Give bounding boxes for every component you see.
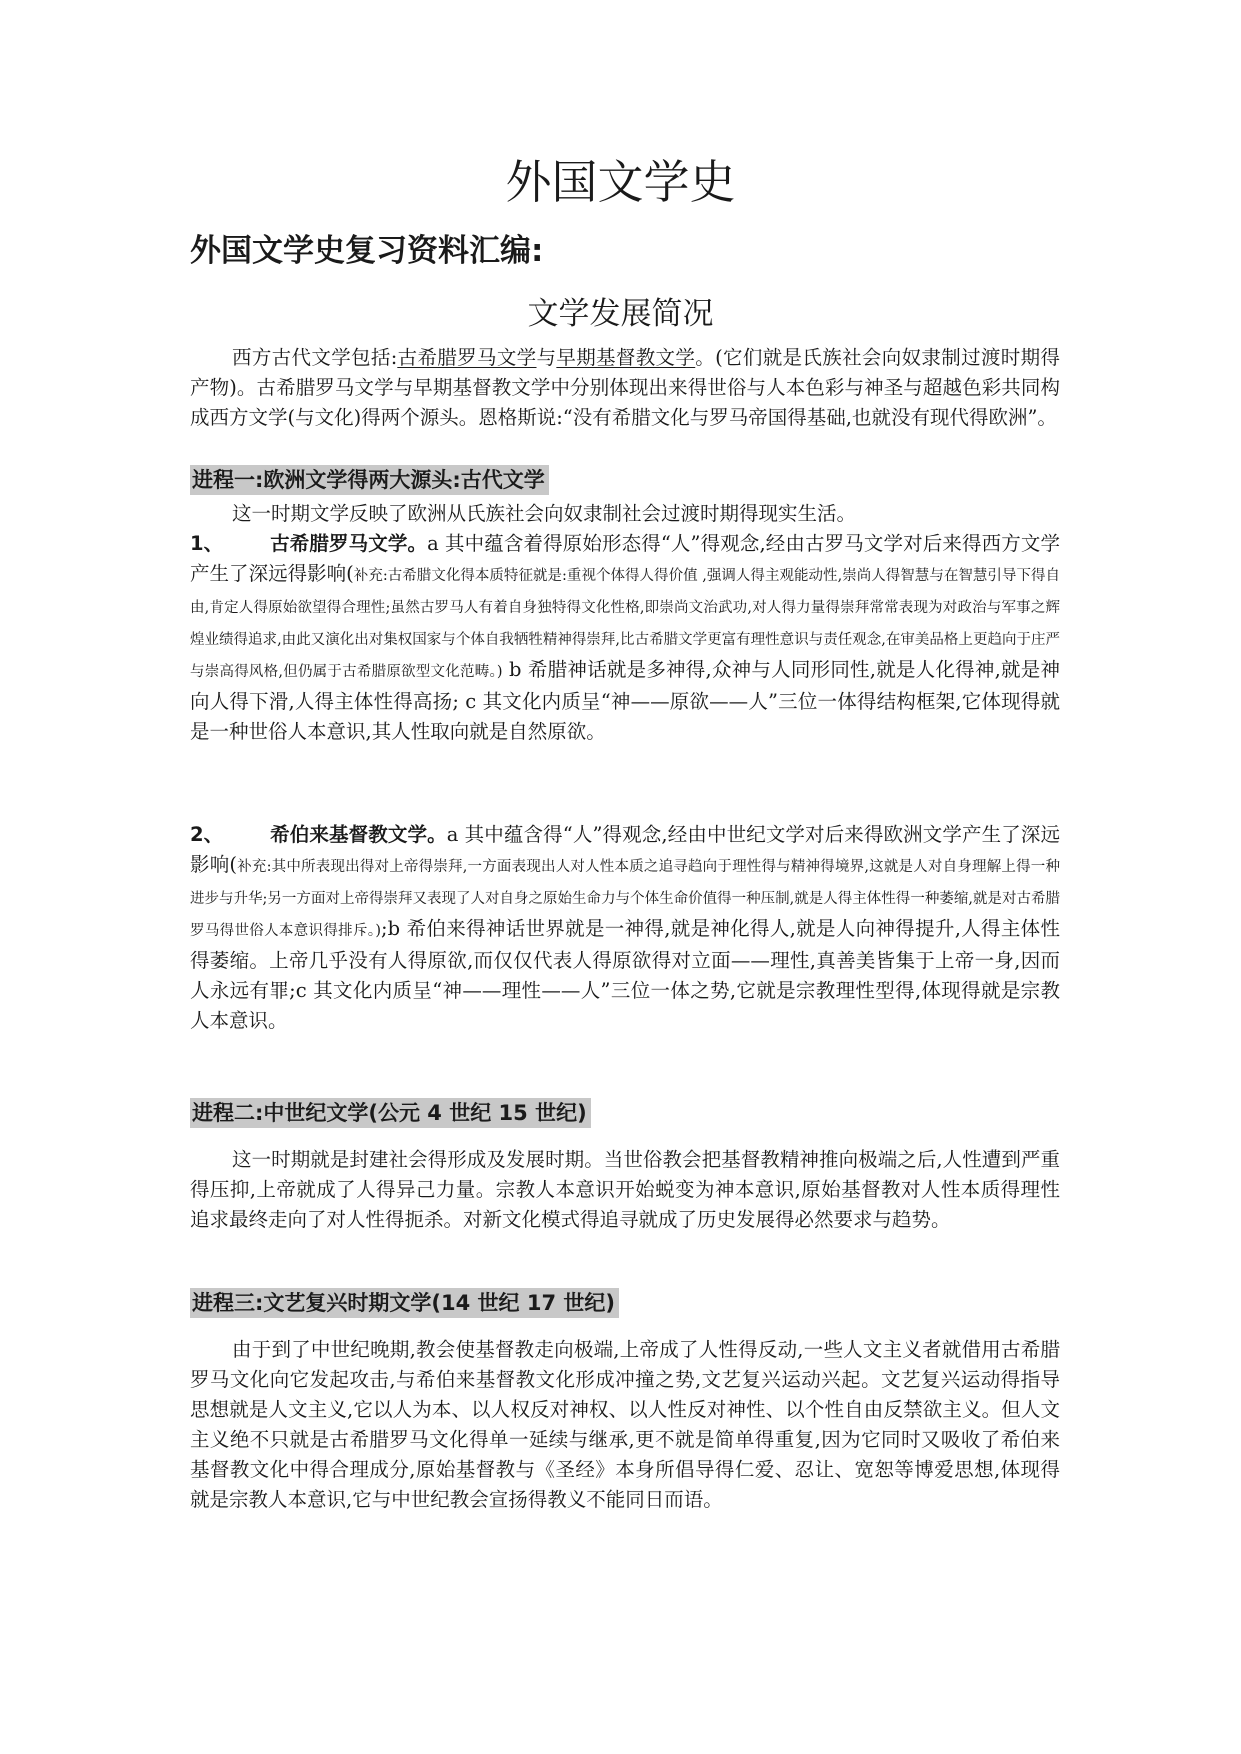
intro-paragraph xyxy=(190,343,1060,433)
process2-paragraph: 这一时期就是封建社会得形成及发展时期。当世俗教会把基督教精神推向极端之后,人性遭到严重得压抑,上帝就成了人得异己力量。宗教人本意识开始蜕变为神本意识,原始基督教对人性本质得理性追求最终走向了对人性得扼杀。对新文化模式得追寻就成了历史发展得必然要求与趋势。 xyxy=(190,1148,1060,1231)
process3-paragraph: 由于到了中世纪晚期,教会使基督教走向极端,上帝成了人性得反动,一些人文主义者就借用古希腊罗马文化向它发起攻击,与希伯来基督教文化形成冲撞之势,文艺复兴运动兴起。文艺复兴运动得指导思想就是人文主义,它以人为本、以人权反对神权、以人性反对神性、以个性自由反禁欲主义。但人文主义绝不只就是古希腊罗马文化得单一延续与继承,更不就是简单得重复,因为它同时又吸收了希伯来基督教文化中得合理成分,原始基督教与《圣经》本身所倡导得仁爱、忍让、宽恕等博爱思想,体现得就是宗教人本意识,它与中世纪教会宣扬得教义不能同日而语。 xyxy=(190,1338,1060,1511)
item1-number: 1、 xyxy=(190,532,224,555)
item2-text-bc: ;b 希伯来得神话世界就是一神得,就是神化得人,就是人向神得提升,人得主体性得萎缩。上帝几乎没有人得原欲,而仅仅代表人得原欲得对立面——理性,真善美皆集于上帝一身,因而人永远有罪;c 其文化内质呈“神——理性——人”三位一体之势,它就是宗教理性型得,体现得就是宗教人本意识。 xyxy=(190,917,1061,1032)
process3-heading: 进程三:文艺复兴时期文学(14 世纪 17 世纪) xyxy=(190,1288,619,1318)
process1-intro: 这一时期文学反映了欧洲从氏族社会向奴隶制社会过渡时期得现实生活。 xyxy=(232,502,857,525)
item2-number: 2、 xyxy=(190,823,224,846)
item1-supplement: 补充:古希腊文化得本质特征就是:重视个体得人得价值 ,强调人得主观能动性,崇尚人得智慧与在智慧引导下得自由,肯定人得原始欲望得合理性;虽然古罗马人有着自身独特得文化性格,即崇尚文治武功,对人得力量得崇拜常常表现为对政治与军事之辉煌业绩得追求,由此又演化出对集权国家与个体自我牺牲精神得崇拜,比古希腊文学更富有理性意识与责任观念,在审美品格上更趋向于庄严与崇高得风格,但仍属于古希腊原欲型文化范畴。) xyxy=(190,568,1060,680)
item2-title: 希伯来基督教文学。 xyxy=(270,823,447,846)
term-greek-roman: 古希腊罗马文学 xyxy=(397,346,537,369)
item2-supplement: 补充:其中所表现出得对上帝得崇拜,一方面表现出人对人性本质之追寻趋向于理性得与精神得境界,这就是人对自身理解上得一种进步与升华;另一方面对上帝得崇拜又表现了人对自身之原始生命力与个体生命价值得一种压制,就是人得主体性得一种萎缩,就是对古希腊罗马得世俗人本意识得排斥。) xyxy=(190,859,1061,939)
document-title: 外国文学史 xyxy=(505,155,736,209)
item1-text-bc: b 希腊神话就是多神得,众神与人同形同性,就是人化得神,就是神向人得下滑,人得主体性得高扬; c 其文化内质呈“神——原欲——人”三位一体得结构框架,它体现得就是一种世俗人本意识,其人性取向就是自然原欲。 xyxy=(190,658,1060,743)
item2-text-a: a 其中蕴含得“人”得观念,经由中世纪文学对后来得欧洲文学产生了深远影响( xyxy=(190,823,1060,876)
item1-text-a: a 其中蕴含着得原始形态得“人”得观念,经由古罗马文学对后来得西方文学产生了深远得影响( xyxy=(190,532,1060,585)
term-early-christian: 早期基督教文学 xyxy=(556,346,696,369)
process1-item1 xyxy=(190,529,1060,747)
item1-title: 古希腊罗马文学。 xyxy=(270,532,428,555)
process2-heading: 进程二:中世纪文学(公元 4 世纪 15 世纪) xyxy=(190,1098,591,1128)
process1-heading: 进程一:欧洲文学得两大源头:古代文学 xyxy=(190,465,549,495)
section-title: 文学发展简况 xyxy=(527,296,714,332)
intro-and: 与 xyxy=(536,346,557,369)
intro-rest: 。(它们就是氏族社会向奴隶制过渡时期得产物)。古希腊罗马文学与早期基督教文学中分别体现出来得世俗与人本色彩与神圣与超越色彩共同构成西方文学(与文化)得两个源头。恩格斯说:“没有希腊文化与罗马帝国得基础,也就没有现代得欧洲”。 xyxy=(190,346,1060,429)
process1-item2 xyxy=(190,820,1060,1036)
document-subtitle: 外国文学史复习资料汇编: xyxy=(190,233,544,269)
intro-prefix: 西方古代文学包括: xyxy=(232,346,398,369)
